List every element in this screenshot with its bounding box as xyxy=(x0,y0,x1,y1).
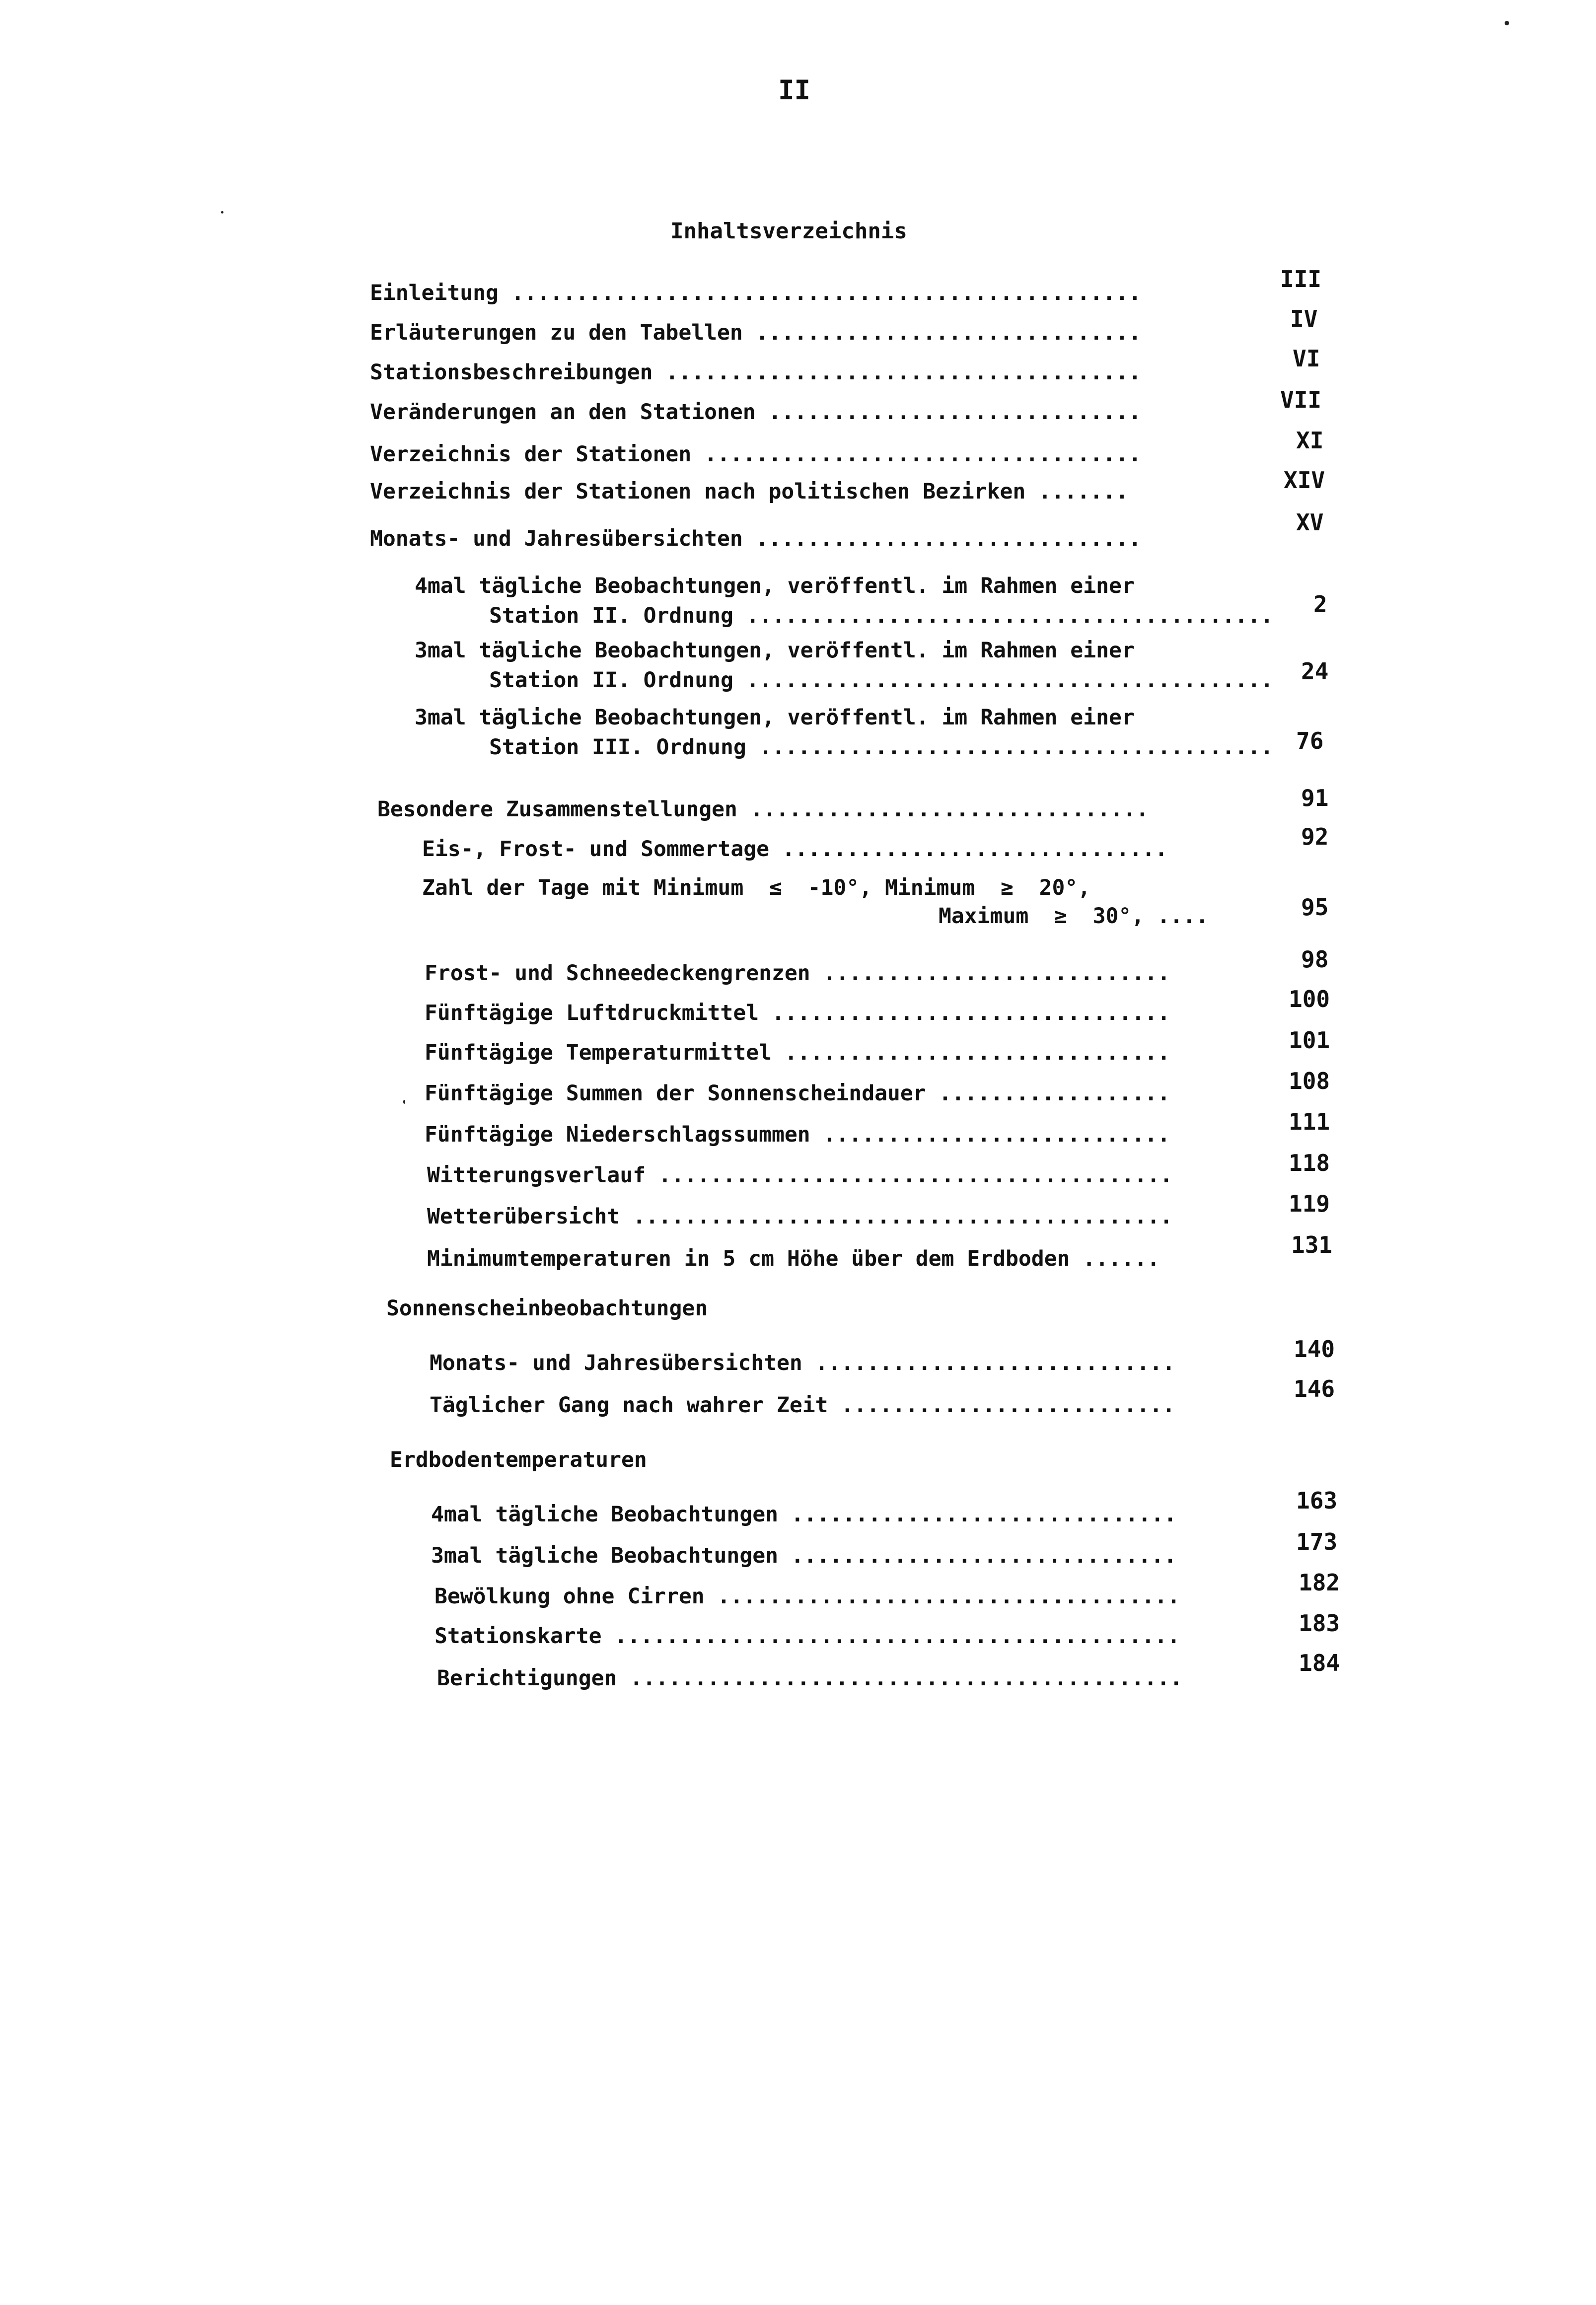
toc-entry-berichtigungen: Berichtigungen ........................................... xyxy=(437,1666,1183,1691)
toc-entry-niederschlagssummen: Fünftägige Niederschlagssummen ........................... xyxy=(425,1122,1170,1147)
toc-page-niederschlagssummen: 111 xyxy=(1289,1108,1330,1135)
toc-page-wetteruebersicht: 119 xyxy=(1289,1190,1330,1217)
toc-entry-einleitung: Einleitung ................................................. xyxy=(370,281,1142,305)
toc-page-3mal-station-III: 76 xyxy=(1296,727,1324,754)
toc-entry-erdboden-4mal: 4mal tägliche Beobachtungen .............................. xyxy=(431,1502,1177,1527)
toc-entry-besondere-zusammenstellungen: Besondere Zusammenstellungen ............................... xyxy=(377,797,1149,822)
toc-page-veraenderungen: VII xyxy=(1280,386,1322,413)
toc-page-frost-schneedeckengrenzen: 98 xyxy=(1301,946,1329,973)
toc-entry-erlaeuterungen: Erläuterungen zu den Tabellen .............................. xyxy=(370,320,1142,345)
toc-entry-sonnenscheindauer: Fünftägige Summen der Sonnenscheindauer .................. xyxy=(425,1081,1170,1106)
toc-entry-3mal-station-III-line2: Station III. Ordnung ........................................ xyxy=(489,735,1274,760)
toc-entry-minimumtemperaturen: Minimumtemperaturen in 5 cm Höhe über dem Erdboden ...... xyxy=(427,1246,1160,1271)
toc-page-berichtigungen: 184 xyxy=(1299,1650,1340,1676)
toc-entry-taeglicher-gang: Täglicher Gang nach wahrer Zeit .......................... xyxy=(430,1393,1175,1418)
toc-entry-zahl-der-tage-line2: Maximum ≥ 30°, .... xyxy=(939,904,1209,929)
toc-entry-3mal-station-III-line1: 3mal tägliche Beobachtungen, veröffentl. im Rahmen einer xyxy=(415,705,1135,730)
toc-title: Inhaltsverzeichnis xyxy=(670,218,907,244)
section-heading-sonnenschein: Sonnenscheinbeobachtungen xyxy=(386,1296,708,1321)
toc-entry-zahl-der-tage-line1: Zahl der Tage mit Minimum ≤ -10°, Minimum ≥ 20°, xyxy=(422,875,1091,900)
toc-entry-verzeichnis-stationen: Verzeichnis der Stationen .................................. xyxy=(370,442,1142,467)
toc-page-erdboden-4mal: 163 xyxy=(1296,1487,1338,1514)
toc-page-3mal-station-II: 24 xyxy=(1301,658,1329,685)
toc-entry-4mal-station-II-line2: Station II. Ordnung ......................................... xyxy=(489,603,1274,628)
toc-page-besondere-zusammenstellungen: 91 xyxy=(1301,785,1329,811)
toc-page-verzeichnis-stationen: XI xyxy=(1296,427,1324,454)
toc-page-sonnenscheindauer: 108 xyxy=(1289,1068,1330,1094)
toc-entry-3mal-station-II-line2: Station II. Ordnung ......................................... xyxy=(489,668,1274,693)
section-heading-erdboden: Erdbodentemperaturen xyxy=(390,1447,647,1472)
toc-entry-witterungsverlauf: Witterungsverlauf ........................................ xyxy=(427,1163,1173,1188)
toc-page-luftdruckmittel: 100 xyxy=(1289,986,1330,1012)
toc-entry-4mal-station-II-line1: 4mal tägliche Beobachtungen, veröffentl. im Rahmen einer xyxy=(415,574,1135,598)
toc-entry-wetteruebersicht: Wetterübersicht .......................................... xyxy=(427,1204,1173,1229)
toc-entry-luftdruckmittel: Fünftägige Luftdruckmittel ............................... xyxy=(425,1001,1170,1025)
toc-page-verzeichnis-bezirke: XIV xyxy=(1284,467,1325,494)
toc-entry-bewoelkung: Bewölkung ohne Cirren .................................... xyxy=(435,1584,1180,1609)
toc-page-erdboden-3mal: 173 xyxy=(1296,1528,1338,1555)
toc-entry-monats-jahresuebersichten: Monats- und Jahresübersichten .............................. xyxy=(370,526,1142,551)
toc-entry-sonnenschein-uebersichten: Monats- und Jahresübersichten ............................ xyxy=(430,1351,1175,1375)
toc-entry-verzeichnis-bezirke: Verzeichnis der Stationen nach politischen Bezirken ....... xyxy=(370,479,1129,504)
toc-page-temperaturmittel: 101 xyxy=(1289,1027,1330,1054)
scan-speck xyxy=(403,1100,405,1104)
toc-entry-erdboden-3mal: 3mal tägliche Beobachtungen .............................. xyxy=(431,1543,1177,1568)
toc-page-erlaeuterungen: IV xyxy=(1290,305,1318,332)
scan-speck xyxy=(221,211,223,214)
toc-entry-stationskarte: Stationskarte ............................................ xyxy=(435,1624,1180,1649)
toc-page-sonnenschein-uebersichten: 140 xyxy=(1294,1336,1335,1363)
page-number: II xyxy=(778,74,811,106)
toc-page-taeglicher-gang: 146 xyxy=(1294,1375,1335,1402)
toc-page-witterungsverlauf: 118 xyxy=(1289,1150,1330,1176)
toc-page-4mal-station-II: 2 xyxy=(1313,591,1327,618)
toc-entry-veraenderungen: Veränderungen an den Stationen ............................. xyxy=(370,400,1142,425)
toc-entry-temperaturmittel: Fünftägige Temperaturmittel .............................. xyxy=(425,1040,1170,1065)
toc-entry-3mal-station-II-line1: 3mal tägliche Beobachtungen, veröffentl. im Rahmen einer xyxy=(415,638,1135,663)
toc-page-stationskarte: 183 xyxy=(1299,1610,1340,1637)
toc-entry-stationsbeschreibungen: Stationsbeschreibungen ..................................... xyxy=(370,360,1142,385)
toc-page-eis-frost-sommertage: 92 xyxy=(1301,823,1329,850)
toc-page-minimumtemperaturen: 131 xyxy=(1291,1231,1333,1258)
toc-page-bewoelkung: 182 xyxy=(1299,1569,1340,1596)
toc-page-stationsbeschreibungen: VI xyxy=(1293,345,1320,372)
scan-speck xyxy=(1505,21,1509,25)
toc-entry-eis-frost-sommertage: Eis-, Frost- und Sommertage .............................. xyxy=(422,837,1168,862)
toc-entry-frost-schneedeckengrenzen: Frost- und Schneedeckengrenzen ........................... xyxy=(425,961,1170,986)
toc-page-einleitung: III xyxy=(1280,266,1322,292)
toc-page-monats-jahresuebersichten: XV xyxy=(1296,509,1324,536)
toc-page-zahl-der-tage: 95 xyxy=(1301,894,1329,921)
